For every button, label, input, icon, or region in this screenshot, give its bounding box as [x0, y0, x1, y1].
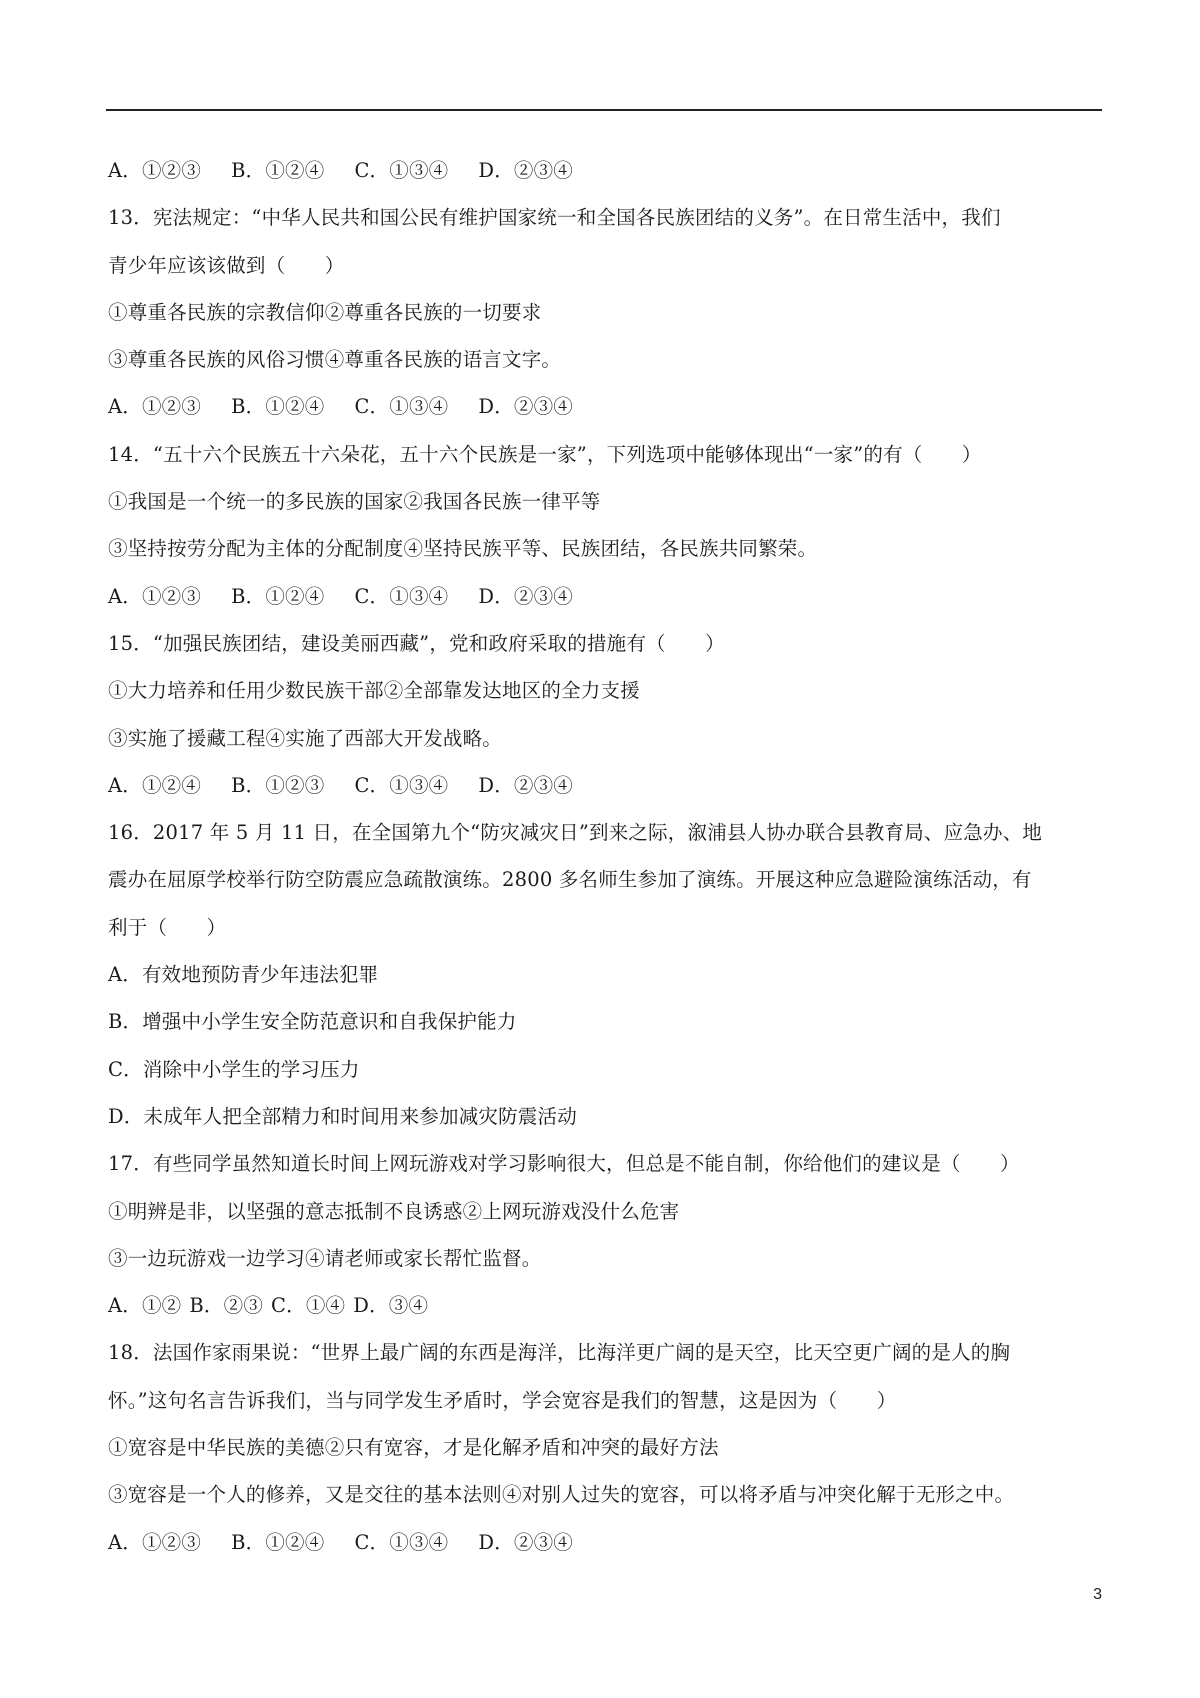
- answer-option: C．①④: [271, 1294, 346, 1318]
- text-line: B．增强中小学生安全防范意识和自我保护能力: [108, 1010, 517, 1034]
- text-line: 怀。”这句名言告诉我们，当与同学发生矛盾时，学会宽容是我们的智慧，这是因为（ ）: [108, 1388, 897, 1412]
- answer-option: A．①②③: [108, 584, 202, 608]
- answer-option: D．②③④: [478, 395, 573, 419]
- text-line: 13．宪法规定：“中华人民共和国公民有维护国家统一和全国各民族团结的义务”。在日常生活中，我们: [108, 206, 1001, 230]
- answer-option: A．①②③: [108, 1530, 202, 1554]
- text-line: 16．2017 年 5 月 11 日，在全国第九个“防灾减灾日”到来之际，溆浦县人协办联合县教育局、应急办、地: [108, 821, 1043, 845]
- text-line: 震办在屈原学校举行防空防震应急疏散演练。2800 多名师生参加了演练。开展这种应急避险演练活动，有: [108, 868, 1032, 892]
- answer-options-line: [108, 151, 1102, 198]
- text-line: 14．“五十六个民族五十六朵花，五十六个民族是一家”，下列选项中能够体现出“一家”的有（ ）: [108, 442, 982, 466]
- answer-option: B．①②④: [231, 584, 325, 608]
- text-line: ①宽容是中华民族的美德②只有宽容，才是化解矛盾和冲突的最好方法: [108, 1436, 719, 1460]
- answer-options-line: [108, 577, 1102, 624]
- text-line: ①我国是一个统一的多民族的国家②我国各民族一律平等: [108, 490, 601, 514]
- answer-option: B．①②④: [231, 159, 325, 182]
- answer-options-line: [108, 387, 1102, 434]
- text-line: 利于（ ）: [108, 915, 227, 939]
- answer-option: D．②③④: [478, 1530, 573, 1554]
- text-line: 18．法国作家雨果说：“世界上最广阔的东西是海洋，比海洋更广阔的是天空，比天空更广阔的是人的胸: [108, 1341, 1011, 1365]
- answer-option: A．①②④: [108, 773, 202, 797]
- text-line: 15．“加强民族团结，建设美丽西藏”，党和政府采取的措施有（ ）: [108, 631, 725, 655]
- text-line: 青少年应该该做到（ ）: [108, 253, 345, 277]
- answer-option: D．②③④: [478, 159, 573, 182]
- text-line: 17．有些同学虽然知道长时间上网玩游戏对学习影响很大，但总是不能自制，你给他们的建议是（ ）: [108, 1152, 1020, 1176]
- answer-option: C．①③④: [354, 773, 449, 797]
- answer-option: C．①③④: [354, 1530, 449, 1554]
- answer-option: B．①②④: [231, 1530, 325, 1554]
- text-line: ③尊重各民族的风俗习惯④尊重各民族的语言文字。: [108, 348, 562, 372]
- answer-options-line: [108, 1286, 1102, 1333]
- answer-option: C．①③④: [354, 159, 449, 182]
- header-rule: [106, 109, 1102, 111]
- text-line: A．有效地预防青少年违法犯罪: [108, 963, 379, 987]
- text-line: D．未成年人把全部精力和时间用来参加减灾防震活动: [108, 1104, 577, 1128]
- answer-option: B．②③: [189, 1294, 264, 1318]
- answer-option: C．①③④: [354, 584, 449, 608]
- answer-option: B．①②④: [231, 395, 325, 419]
- text-line: ③一边玩游戏一边学习④请老师或家长帮忙监督。: [108, 1246, 542, 1270]
- text-line: ①大力培养和任用少数民族干部②全部靠发达地区的全力支援: [108, 679, 640, 703]
- text-line: ①尊重各民族的宗教信仰②尊重各民族的一切要求: [108, 300, 542, 324]
- answer-option: A．①②③: [108, 159, 202, 182]
- answer-option: D．②③④: [478, 773, 573, 797]
- answer-options-line: [108, 1523, 1102, 1570]
- text-line: ③实施了援藏工程④实施了西部大开发战略。: [108, 726, 503, 750]
- text-line: ①明辨是非，以坚强的意志抵制不良诱惑②上网玩游戏没什么危害: [108, 1199, 680, 1223]
- answer-options-line: [108, 766, 1102, 813]
- answer-option: A．①②③: [108, 395, 202, 419]
- answer-option: A．①②: [108, 1294, 182, 1318]
- document-body: [108, 151, 1102, 1570]
- answer-option: C．①③④: [354, 395, 449, 419]
- answer-option: D．③④: [353, 1294, 429, 1318]
- text-line: ③宽容是一个人的修养，又是交往的基本法则④对别人过失的宽容，可以将矛盾与冲突化解于无形之中。: [108, 1483, 1015, 1507]
- text-line: ③坚持按劳分配为主体的分配制度④坚持民族平等、民族团结，各民族共同繁荣。: [108, 537, 818, 561]
- text-line: C．消除中小学生的学习压力: [108, 1057, 360, 1081]
- page-number: 3: [1093, 1586, 1102, 1603]
- answer-option: B．①②③: [231, 773, 325, 797]
- answer-option: D．②③④: [478, 584, 573, 608]
